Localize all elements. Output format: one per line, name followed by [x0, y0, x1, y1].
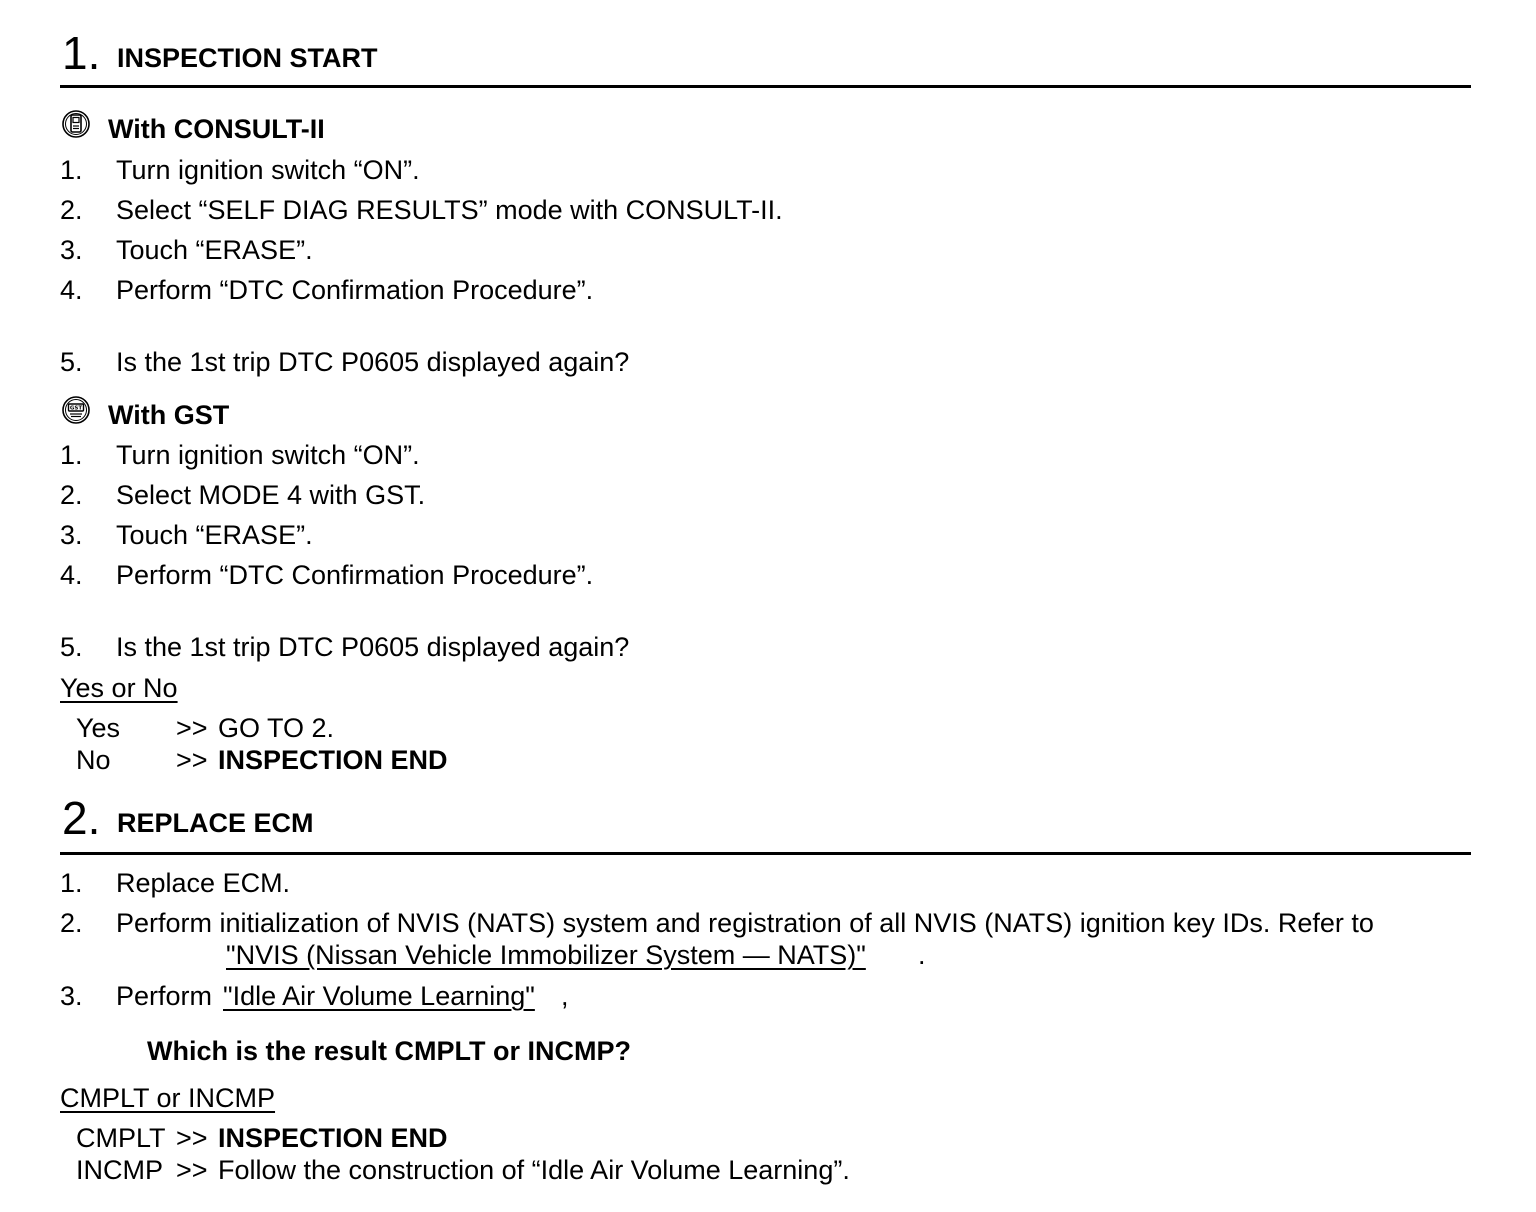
answer-key-incmp: INCMP: [76, 1155, 163, 1185]
list-item: Perform “DTC Confirmation Procedure”.: [116, 275, 594, 305]
list-item-number: 2.: [60, 480, 83, 510]
nvis-nats-link[interactable]: "NVIS (Nissan Vehicle Immobilizer System — NATS)": [226, 940, 866, 970]
step-2-number: 2.: [62, 792, 101, 844]
answer-arrow: >>: [176, 1123, 208, 1153]
step-1-number: 1.: [62, 27, 101, 79]
list-item-number: 2.: [60, 908, 83, 938]
list-item-number: 3.: [60, 981, 83, 1011]
list-item: Touch “ERASE”.: [116, 235, 313, 265]
answer-key-cmplt: CMPLT: [76, 1123, 166, 1153]
consult-tool-icon: [61, 109, 91, 139]
step-2-title: REPLACE ECM: [117, 808, 314, 838]
list-item: Perform initialization of NVIS (NATS) system and registration of all NVIS (NATS) ignition key IDs. Refer to: [116, 908, 1374, 938]
list-item: Touch “ERASE”.: [116, 520, 313, 550]
link-trailing-punct: .: [918, 940, 926, 970]
list-item: Select “SELF DIAG RESULTS” mode with CONSULT-II.: [116, 195, 783, 225]
svg-text:GST: GST: [69, 405, 83, 412]
list-item: Perform: [116, 981, 213, 1011]
list-item-number: 4.: [60, 275, 83, 305]
list-item: Is the 1st trip DTC P0605 displayed again?: [116, 632, 630, 662]
answer-arrow: >>: [176, 1155, 208, 1185]
answer-goto-2[interactable]: GO TO 2.: [218, 713, 335, 743]
list-item-number: 3.: [60, 520, 83, 550]
list-item-number: 5.: [60, 347, 83, 377]
link-trailing-punct: ,: [561, 981, 569, 1011]
answer-inspection-end: INSPECTION END: [218, 745, 448, 775]
list-item-number: 4.: [60, 560, 83, 590]
step-1-title: INSPECTION START: [117, 43, 378, 73]
list-item-number: 5.: [60, 632, 83, 662]
answer-arrow: >>: [176, 713, 208, 743]
step-1-rule: [60, 85, 1471, 88]
gst-tool-icon: [61, 395, 91, 425]
answer-inspection-end: INSPECTION END: [218, 1123, 448, 1153]
list-item: Turn ignition switch “ON”.: [116, 155, 420, 185]
list-item: Replace ECM.: [116, 868, 291, 898]
list-item-number: 1.: [60, 155, 83, 185]
list-item-number: 1.: [60, 440, 83, 470]
list-item-number: 2.: [60, 195, 83, 225]
list-item-number: 3.: [60, 235, 83, 265]
answer-key-yes: Yes: [76, 713, 121, 743]
step-2-question: CMPLT or INCMP: [60, 1083, 276, 1113]
answer-key-no: No: [76, 745, 111, 775]
consult-heading: With CONSULT-II: [108, 114, 325, 144]
list-item-number: 1.: [60, 868, 83, 898]
answer-follow-construction: Follow the construction of “Idle Air Volume Learning”.: [218, 1155, 850, 1185]
list-item: Turn ignition switch “ON”.: [116, 440, 420, 470]
list-item: Is the 1st trip DTC P0605 displayed again?: [116, 347, 630, 377]
answer-arrow: >>: [176, 745, 208, 775]
list-item: Perform “DTC Confirmation Procedure”.: [116, 560, 594, 590]
step-2-prompt: Which is the result CMPLT or INCMP?: [147, 1036, 632, 1066]
gst-heading: With GST: [108, 400, 230, 430]
idle-air-volume-learning-link[interactable]: "Idle Air Volume Learning": [223, 981, 535, 1011]
list-item: Select MODE 4 with GST.: [116, 480, 426, 510]
step-1-question: Yes or No: [60, 673, 178, 703]
step-2-rule: [60, 852, 1471, 855]
